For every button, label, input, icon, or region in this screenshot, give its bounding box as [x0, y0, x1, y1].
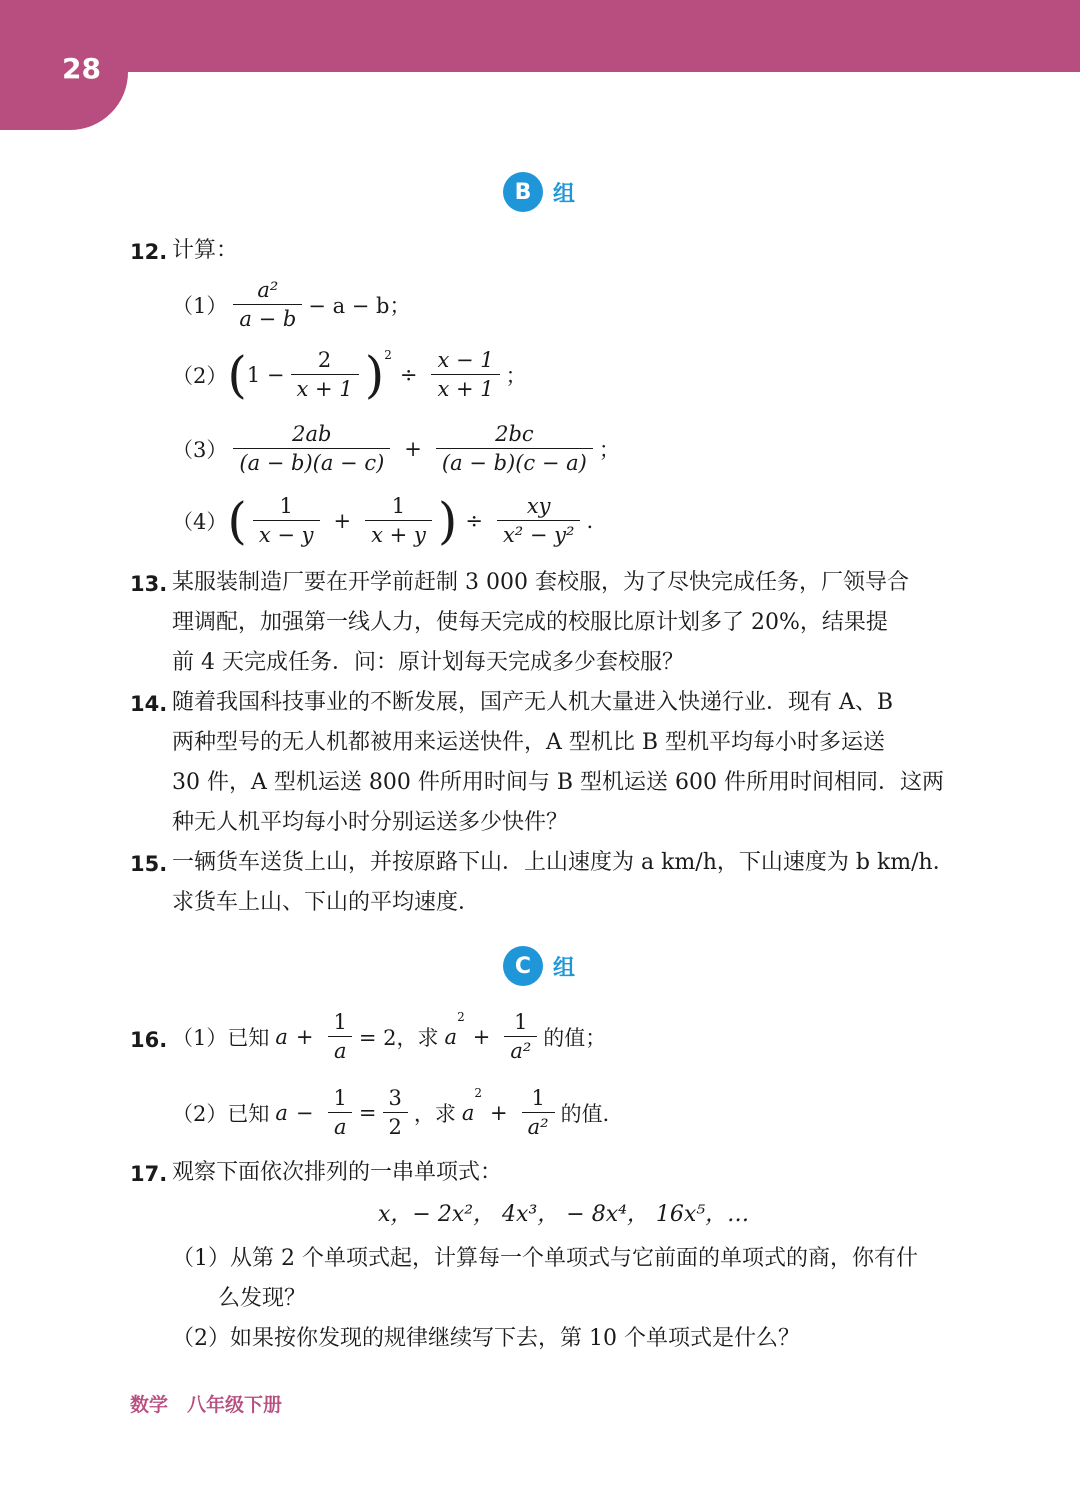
group-b-badge: B — [503, 172, 543, 212]
q17-p2: （2）如果按你发现的规律继续写下去，第 10 个单项式是什么？ — [172, 1326, 800, 1351]
q16-p2-rhs-num: 3 — [388, 1086, 402, 1110]
q12-p4-fraction2 — [365, 494, 432, 547]
q12-p4-fraction3 — [497, 494, 581, 547]
q12-p4-num1: 1 — [279, 494, 293, 518]
q16-p2-den: a — [328, 1112, 353, 1139]
q12-p4-den1: x − y — [253, 520, 320, 547]
q12-part1 — [172, 278, 410, 331]
q16-p1-label: （1）已知 — [172, 1025, 270, 1050]
q16-p2-rhs — [383, 1086, 408, 1139]
q14-line-1: 随着我国科技事业的不断发展，国产无人机大量进入快递行业．现有 A、B — [172, 690, 894, 715]
q16-p1-fraction — [328, 1010, 353, 1063]
group-c-badge: C — [503, 946, 543, 986]
q16-p1-den: a — [328, 1036, 353, 1063]
q12-p1-label: （1） — [172, 293, 228, 318]
q12-part2: （2） ( 1 − $\frac{2}{x + 1}$ ) $^2$ ÷ $\frac{x - 1}{x + 1}$ ； — [172, 345, 527, 404]
q17-p1-line-1: （1）从第 2 个单项式起，计算每一个单项式与它前面的单项式的商，你有什 — [172, 1246, 918, 1271]
q12-p2-div-den: x + 1 — [431, 374, 499, 401]
q16-p1-num2: 1 — [514, 1010, 528, 1034]
q13-number: 13. — [130, 572, 168, 596]
q12-p1-fraction — [233, 278, 302, 331]
q12-p2-div-num: x − 1 — [437, 348, 494, 372]
q15-line-1: 一辆货车送货上山，并按原路下山．上山速度为 a km/h，下山速度为 b km/h． — [172, 850, 955, 875]
q17-sequence: x，− 2x²， 4x³， − 8x⁴， 16x⁵，… — [378, 1202, 750, 1227]
q15-number: 15. — [130, 852, 168, 876]
q12-p2-den: x + 1 — [291, 374, 359, 401]
q16-p2-mid: ，求 — [413, 1101, 456, 1126]
q12-p2-rparen: ) — [364, 345, 385, 404]
q14-number: 14. — [130, 692, 168, 716]
q17-stem: 观察下面依次排列的一串单项式： — [172, 1160, 503, 1185]
q12-p2-fraction — [291, 348, 359, 401]
q14-line-2: 两种型号的无人机都被用来运送快件，A 型机比 B 型机平均每小时多运送 — [172, 730, 886, 755]
q16-p2-tail: 的值． — [560, 1101, 624, 1126]
q12-p4-fraction1 — [253, 494, 320, 547]
page-number: 28 — [62, 52, 101, 85]
q16-p1-den2: a² — [504, 1036, 537, 1063]
q12-p2-label: （2） — [172, 363, 228, 388]
group-c-heading — [503, 946, 575, 986]
q13-line-1: 某服装制造厂要在开学前赶制 3 000 套校服，为了尽快完成任务，厂领导合 — [172, 570, 909, 595]
q12-number: 12. — [130, 240, 168, 264]
q12-p1-tail: − a − b； — [308, 293, 411, 318]
group-c-label: 组 — [553, 955, 576, 981]
q12-p4-label: （4） — [172, 509, 228, 534]
q12-p4-den2: x + y — [365, 520, 432, 547]
q12-p2-num: 2 — [317, 348, 332, 372]
q16-p2-num2: 1 — [531, 1086, 545, 1110]
q16-p1-tail: 的值； — [543, 1025, 607, 1050]
q12-p3-den1: (a − b)(a − c) — [233, 448, 390, 475]
q14-line-4: 种无人机平均每小时分别运送多少快件？ — [172, 810, 569, 835]
q16-part1: （1）已知 a + $\frac{1}{a}$ = 2，求 a 2 + $\frac{1}{\text{a²}}$ 的值； — [172, 1010, 607, 1063]
q12-p1-num: a² — [257, 278, 279, 302]
q16-p1-num: 1 — [333, 1010, 347, 1034]
q12-p4-num2: 1 — [391, 494, 406, 518]
q17-p1-line-2: 么发现？ — [218, 1286, 307, 1311]
q16-p2-den2: a² — [522, 1112, 555, 1139]
q16-p1-fraction2 — [504, 1010, 537, 1063]
group-b-heading — [503, 172, 575, 212]
q16-p2-fraction2 — [522, 1086, 555, 1139]
q12-p1-den: a − b — [233, 304, 302, 331]
q16-number: 16. — [130, 1028, 168, 1052]
q14-line-3: 30 件，A 型机运送 800 件所用时间与 B 型机运送 600 件所用时间相同．这两 — [172, 770, 944, 795]
top-banner — [0, 0, 1080, 72]
book-footer: 数学 八年级下册 — [130, 1394, 283, 1416]
q12-p4-den3: x² − y² — [497, 520, 581, 547]
q12-p3-den2: (a − b)(c − a) — [436, 448, 593, 475]
q12-p3-num1: 2ab — [292, 422, 332, 446]
q12-p4-num3: xy — [526, 494, 551, 518]
q12-part3: （3） $\frac{2ab}{(a - b)(a - c)}$ + $\frac{2bc}{(a - b)(c - a)}$ ； — [172, 422, 620, 475]
q16-p2-fraction — [328, 1086, 353, 1139]
q16-p1-mid: = 2，求 — [358, 1025, 439, 1050]
q16-p2-rhs-den: 2 — [383, 1112, 408, 1139]
q12-stem: 计算： — [172, 238, 239, 263]
q13-line-3: 前 4 天完成任务．问：原计划每天完成多少套校服？ — [172, 650, 684, 675]
q13-line-2: 理调配，加强第一线人力，使每天完成的校服比原计划多了 20%，结果提 — [172, 610, 888, 635]
q12-p3-label: （3） — [172, 437, 228, 462]
q12-p3-fraction2 — [436, 422, 593, 475]
q16-p2-num: 1 — [333, 1086, 347, 1110]
q12-p2-lparen: ( — [227, 345, 247, 404]
q16-p2-label: （2）已知 — [172, 1101, 270, 1126]
q12-part4: （4） ( $\frac{1}{x - y}$ + $\frac{1}{x + y}$ ) ÷ $\frac{xy}{\text{x² − y²}}$ . — [172, 491, 594, 550]
q12-p2-div-fraction — [431, 348, 499, 401]
q12-p3-fraction1 — [233, 422, 390, 475]
q15-line-2: 求货车上山、下山的平均速度． — [172, 890, 481, 915]
q12-p3-num2: 2bc — [495, 422, 534, 446]
q16-part2: （2）已知 a − $\frac{1}{a}$ = $\frac{3}{2}$ ，求 a 2 + $\frac{1}{\text{a²}}$ 的值． — [172, 1086, 624, 1139]
group-b-label: 组 — [553, 181, 576, 207]
q17-number: 17. — [130, 1162, 168, 1186]
